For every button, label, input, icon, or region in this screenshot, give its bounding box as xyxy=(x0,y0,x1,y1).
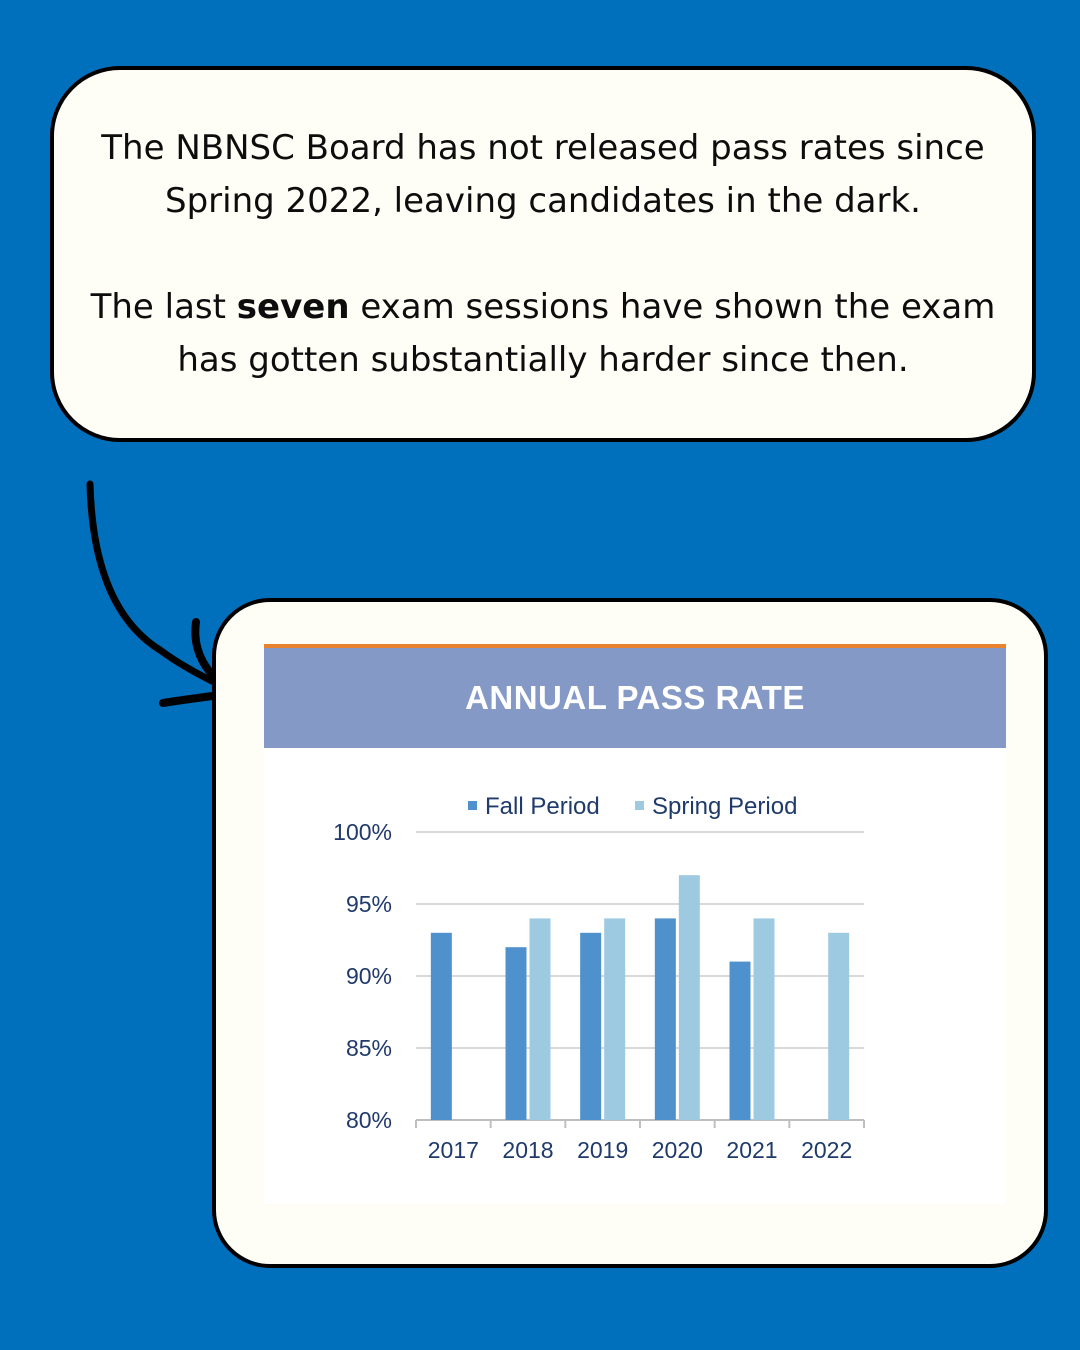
y-tick-label: 95% xyxy=(345,891,392,917)
bar-chart xyxy=(264,644,1006,1204)
x-tick-label: 2018 xyxy=(502,1137,554,1163)
x-tick-label: 2020 xyxy=(651,1137,703,1163)
x-tick-label: 2017 xyxy=(427,1137,479,1163)
bar-fall-period xyxy=(730,962,751,1120)
legend-swatch xyxy=(635,801,644,810)
chart-panel xyxy=(264,644,1006,1204)
y-tick-label: 85% xyxy=(345,1035,392,1061)
x-tick-label: 2022 xyxy=(801,1137,853,1163)
chart-title: ANNUAL PASS RATE xyxy=(465,679,805,716)
bar-fall-period xyxy=(655,918,676,1120)
legend-label: Fall Period xyxy=(485,793,600,820)
bar-spring-period xyxy=(530,918,551,1120)
y-tick-label: 100% xyxy=(333,819,392,845)
y-tick-label: 90% xyxy=(345,963,392,989)
x-tick-label: 2019 xyxy=(577,1137,629,1163)
bar-fall-period xyxy=(506,947,527,1120)
legend-label: Spring Period xyxy=(652,793,798,820)
y-tick-label: 80% xyxy=(345,1107,392,1133)
callout-text-before: The last xyxy=(90,286,237,327)
bar-spring-period xyxy=(604,918,625,1120)
callout-text-after: exam sessions have shown the exam has gotten substantially harder since then. xyxy=(177,286,996,380)
x-tick-label: 2021 xyxy=(726,1137,778,1163)
bar-fall-period xyxy=(580,933,601,1120)
chart-card xyxy=(212,598,1048,1268)
bar-spring-period xyxy=(828,933,849,1120)
callout-paragraph-1: The NBNSC Board has not released pass rates since Spring 2022, leaving candidates in the dark. xyxy=(101,127,985,221)
callout-bold-word: seven xyxy=(236,286,350,327)
bar-fall-period xyxy=(431,933,452,1120)
bar-spring-period xyxy=(754,918,775,1120)
legend-swatch xyxy=(468,801,477,810)
bar-spring-period xyxy=(679,875,700,1120)
